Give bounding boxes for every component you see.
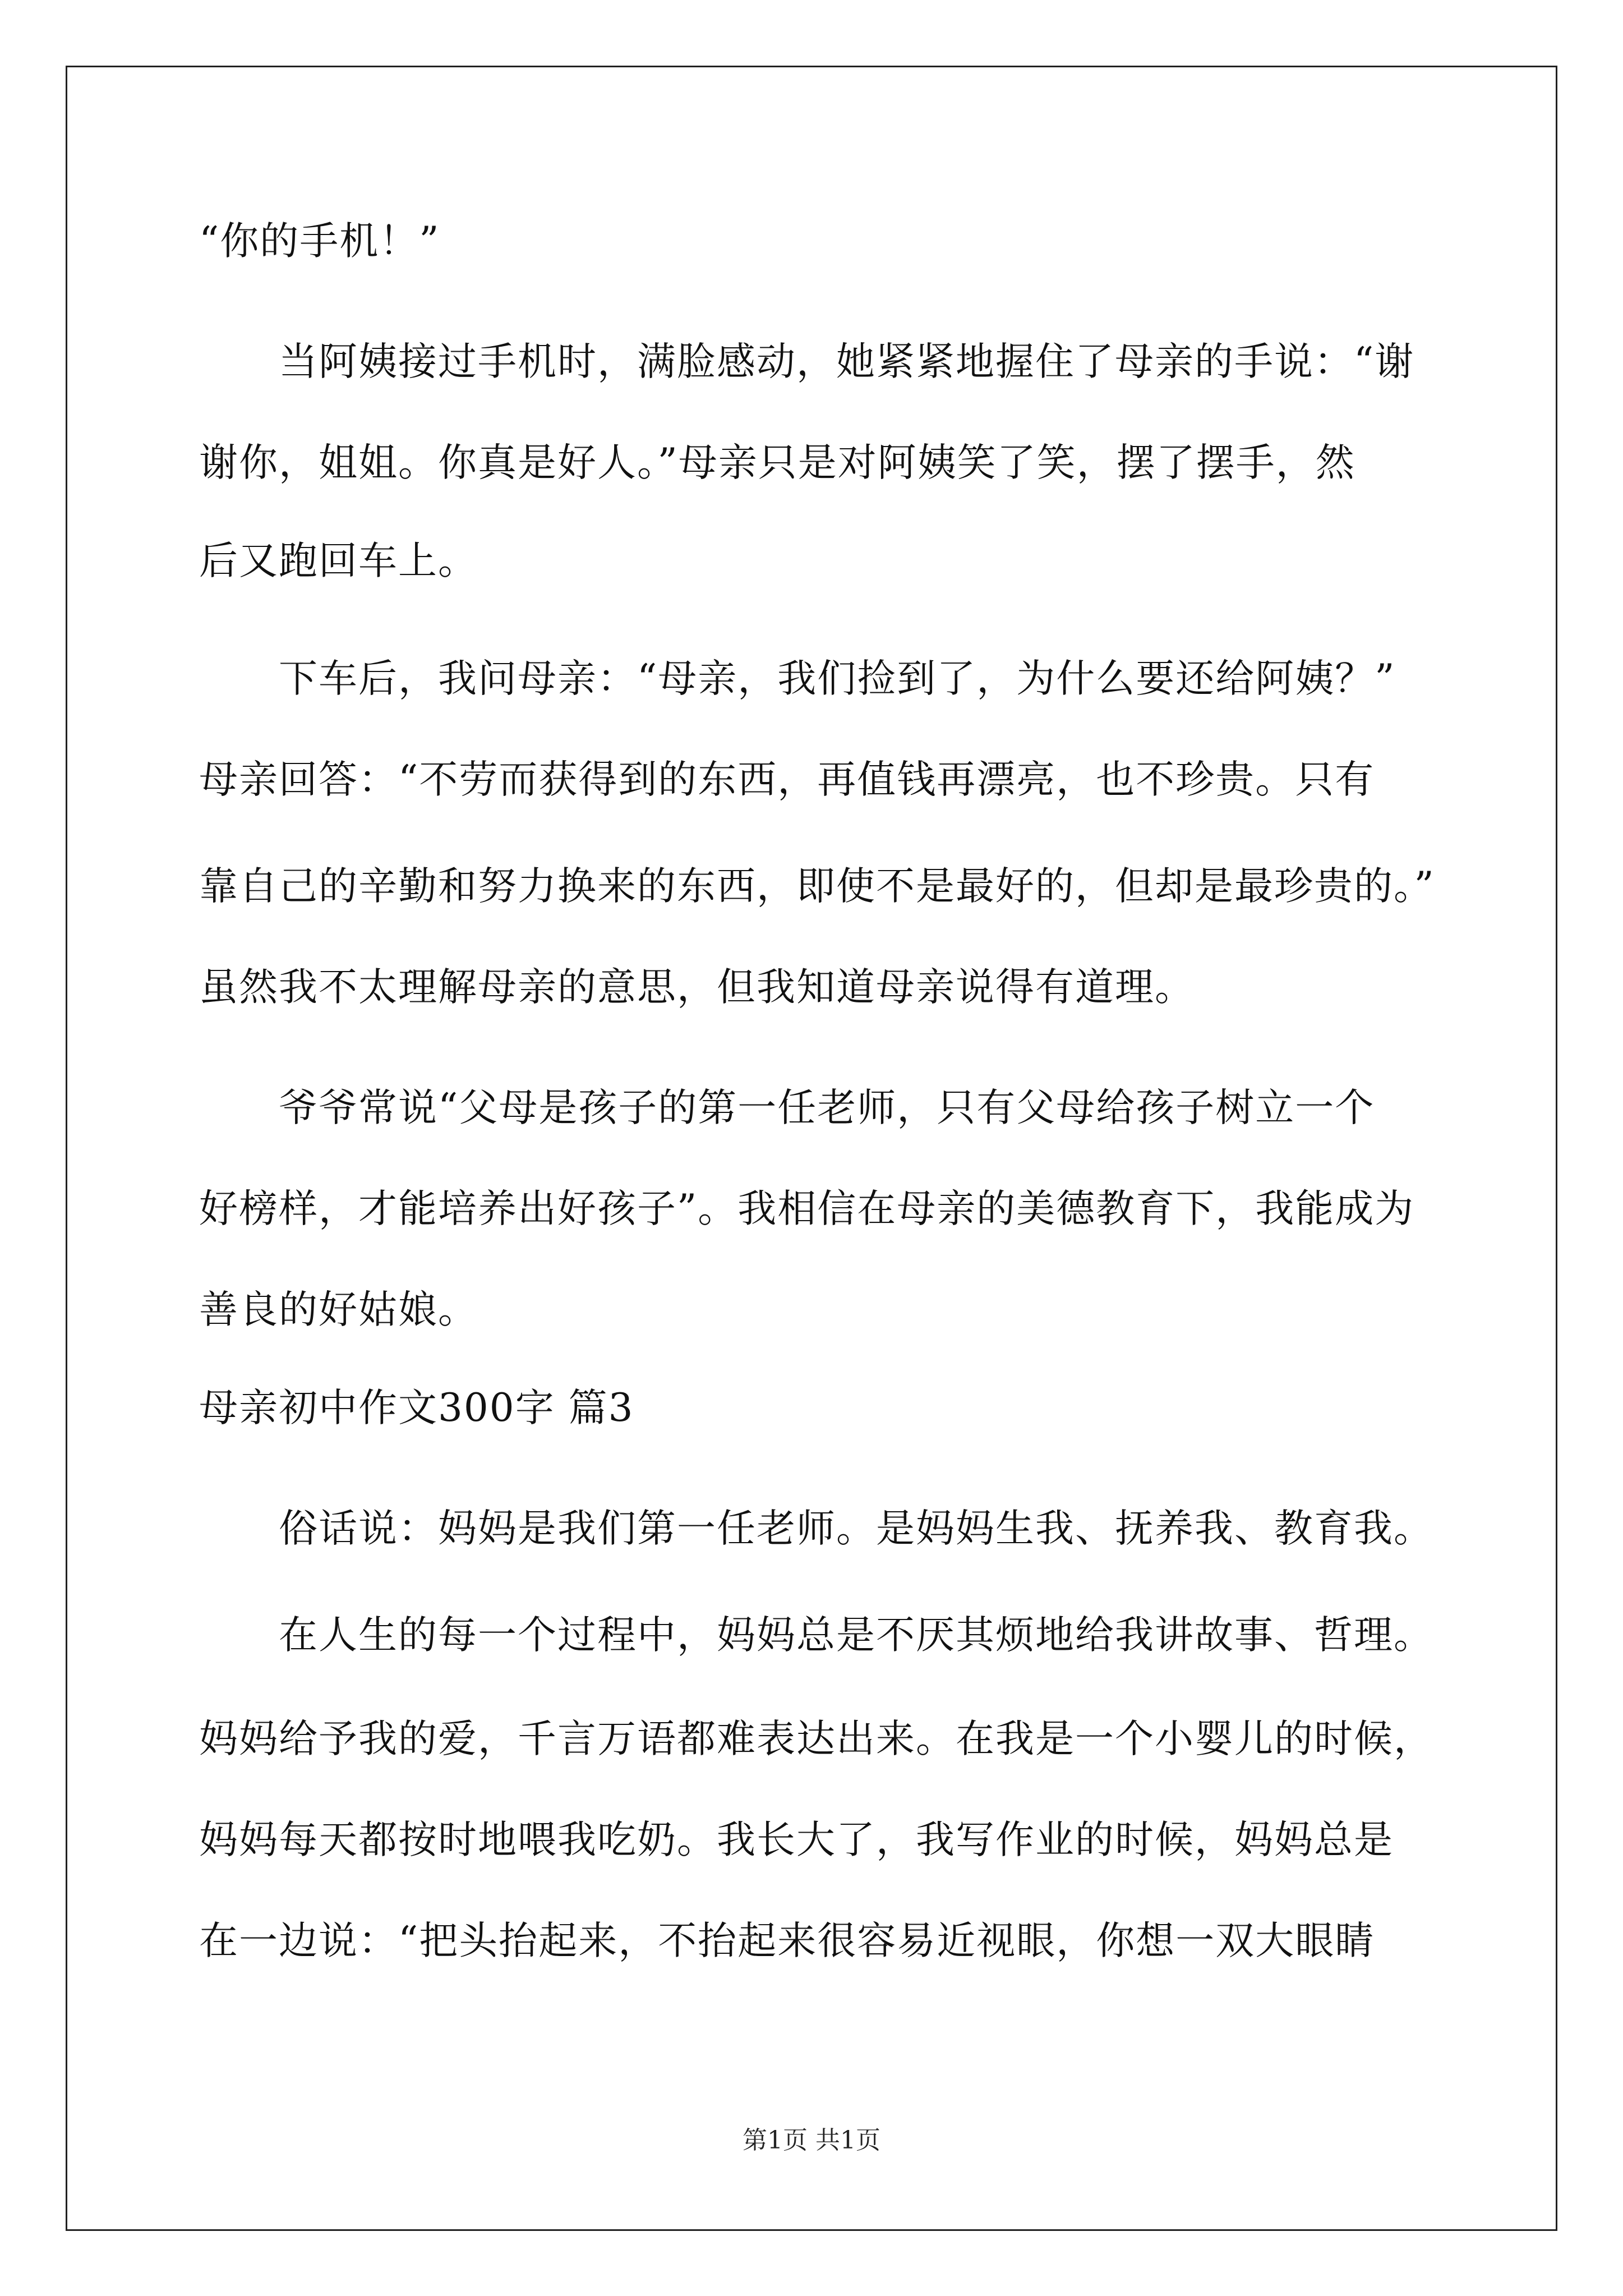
text-line: 靠自己的辛勤和努力换来的东西，即使不是最好的，但却是最珍贵的。” [199, 864, 1435, 909]
text-line: 善良的好姑娘。 [199, 1287, 478, 1332]
page-footer: 第1页 共1页 [743, 2126, 880, 2155]
page-frame [66, 66, 1557, 2231]
text-line: 谢你，姐姐。你真是好人。”母亲只是对阿姨笑了笑，摆了摆手，然 [199, 440, 1355, 485]
text-line: 妈妈每天都按时地喂我吃奶。我长大了，我写作业的时候，妈妈总是 [199, 1818, 1394, 1862]
text-line: 虽然我不太理解母亲的意思，但我知道母亲说得有道理。 [199, 965, 1195, 1010]
text-line: 在人生的每一个过程中，妈妈总是不厌其烦地给我讲故事、哲理。 [279, 1613, 1433, 1658]
section-heading: 母亲初中作文300字 篇3 [199, 1386, 634, 1430]
text-line: 妈妈给予我的爱，千言万语都难表达出来。在我是一个小婴儿的时候， [199, 1717, 1433, 1761]
text-line: “你的手机！” [199, 219, 440, 264]
text-line: 下车后，我问母亲：“母亲，我们捡到了，为什么要还给阿姨？” [279, 656, 1396, 701]
text-line: 在一边说：“把头抬起来，不抬起来很容易近视眼，你想一双大眼睛 [199, 1918, 1375, 1963]
text-line: 俗话说：妈妈是我们第一任老师。是妈妈生我、抚养我、教育我。 [279, 1506, 1433, 1551]
text-line: 后又跑回车上。 [199, 539, 478, 583]
text-line: 好榜样，才能培养出好孩子”。我相信在母亲的美德教育下，我能成为 [199, 1186, 1415, 1231]
text-line: 母亲回答：“不劳而获得到的东西，再值钱再漂亮，也不珍贵。只有 [199, 757, 1375, 802]
text-line: 爷爷常说“父母是孩子的第一任老师，只有父母给孩子树立一个 [279, 1085, 1375, 1130]
text-line: 当阿姨接过手机时，满脸感动，她紧紧地握住了母亲的手说：“谢 [279, 339, 1415, 384]
